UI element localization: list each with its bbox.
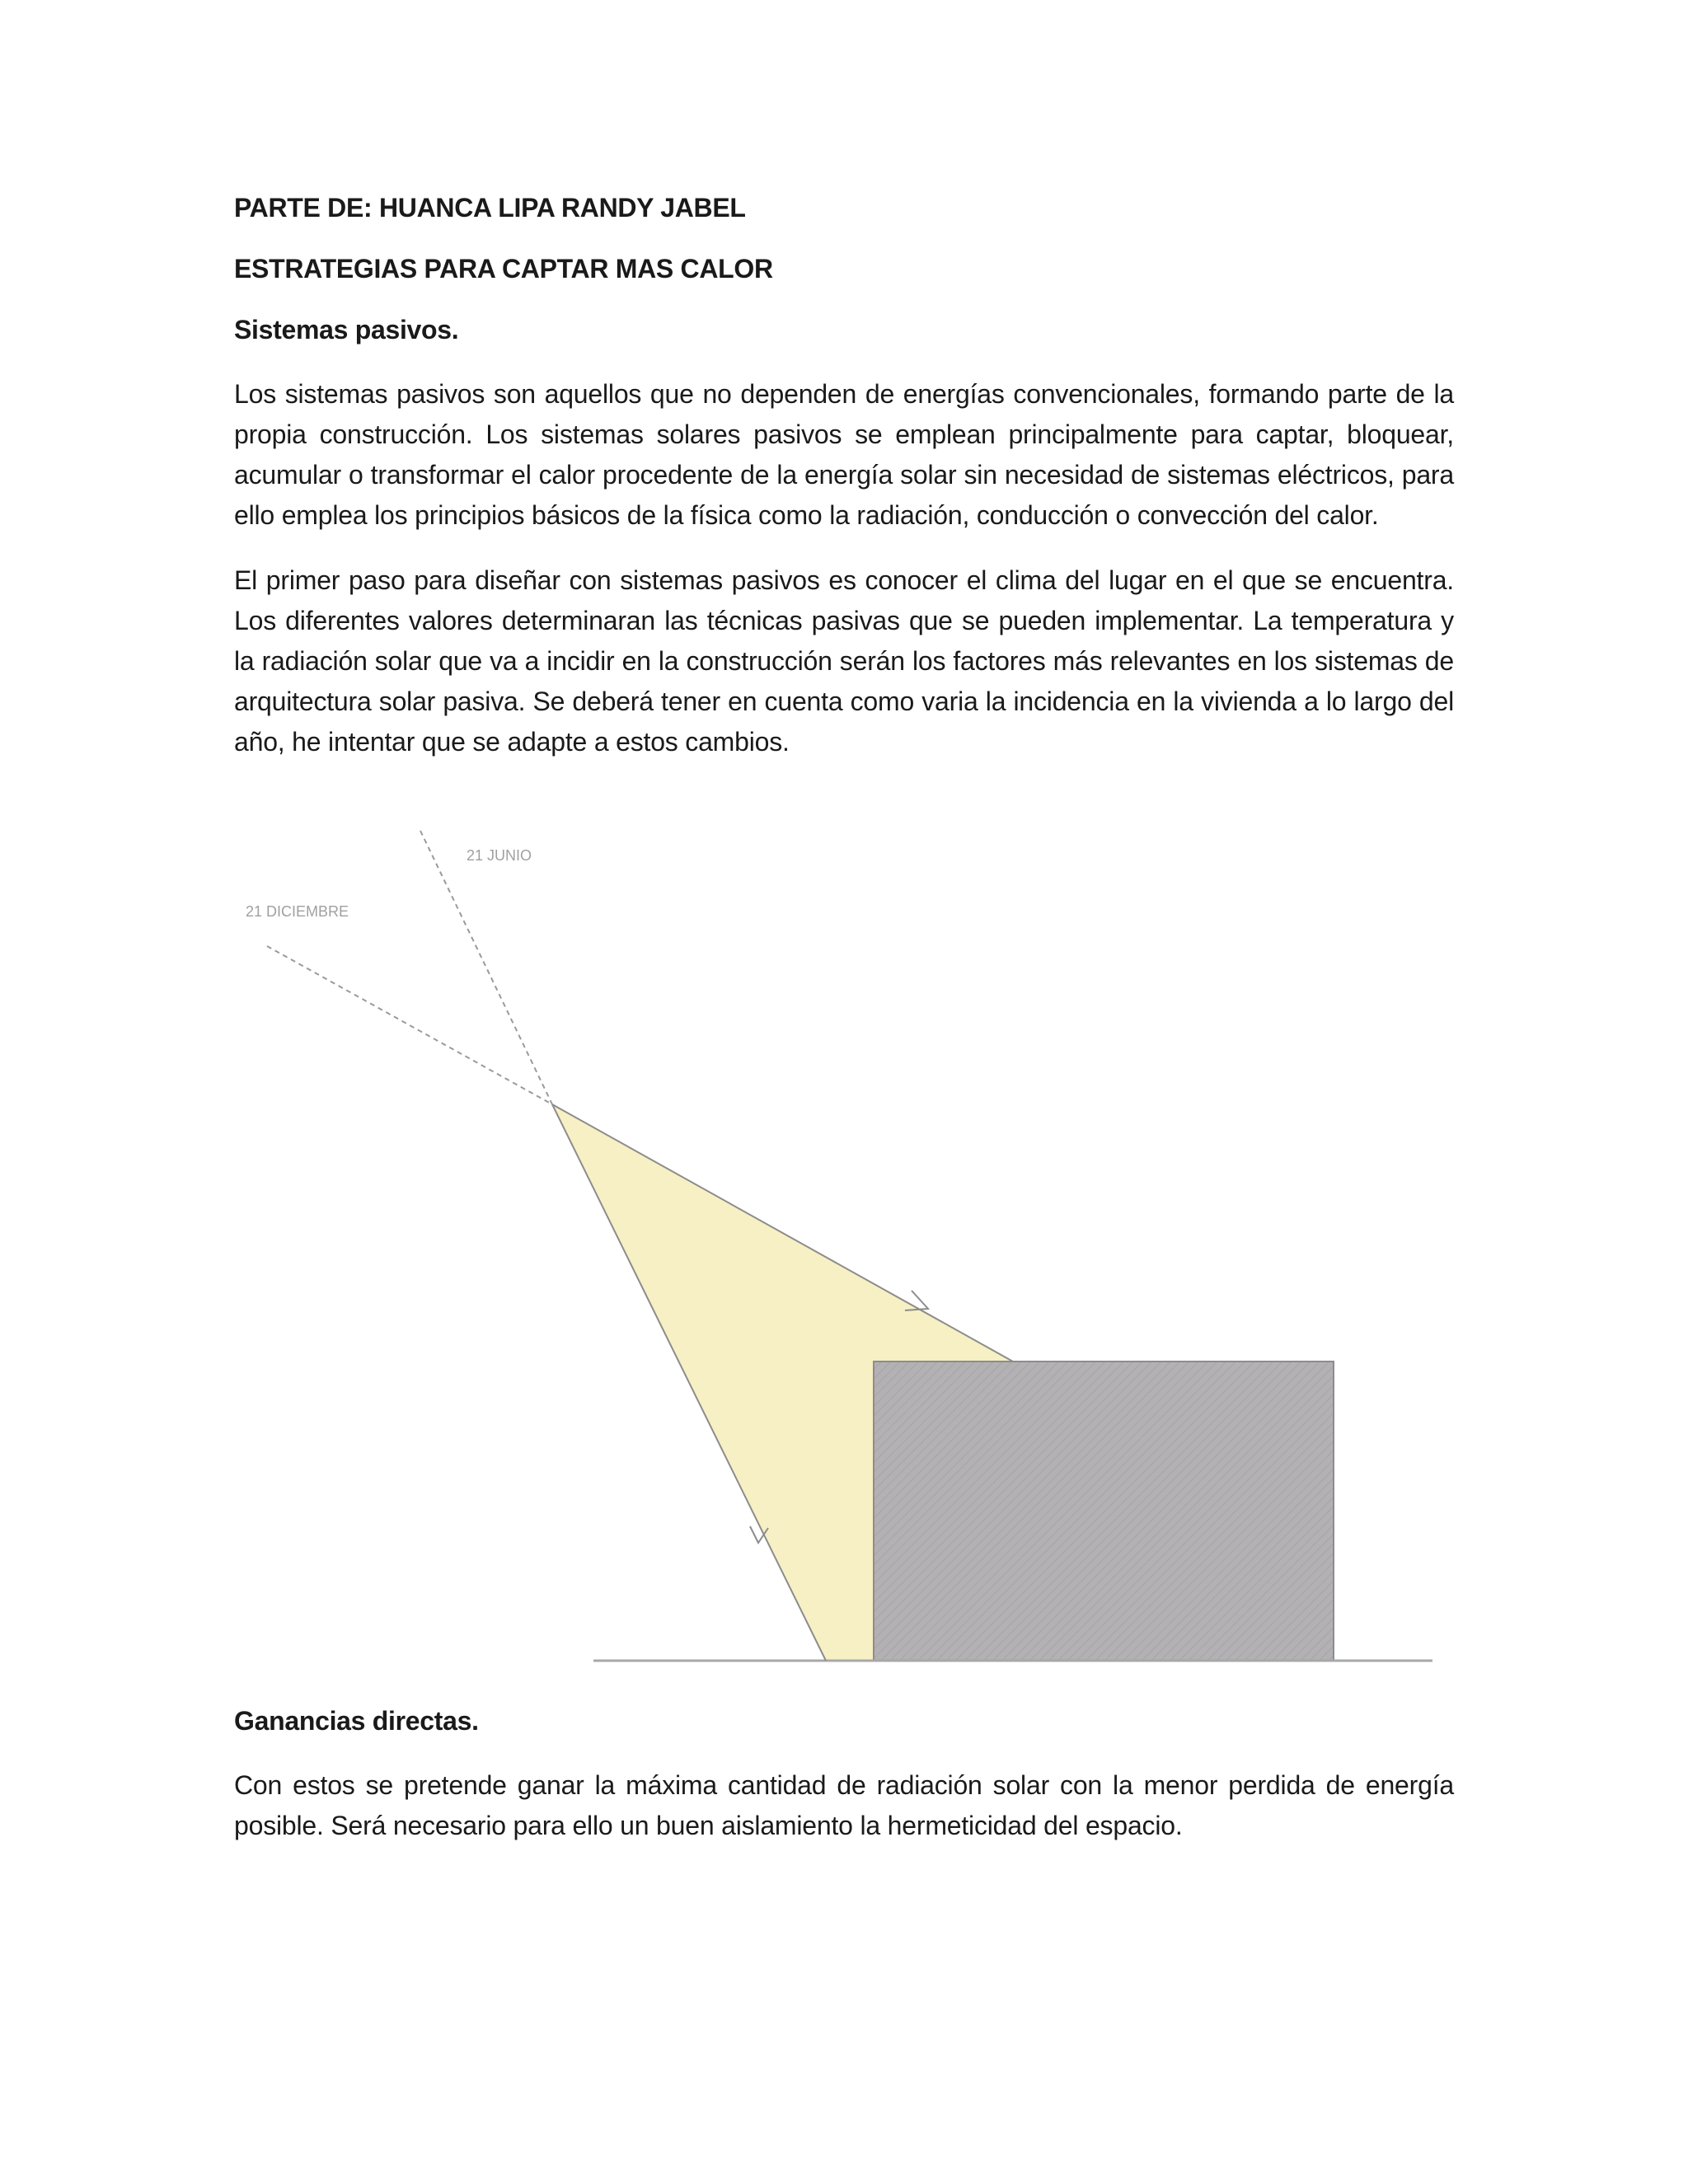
solar-angle-diagram [234, 824, 1454, 1681]
june-sun-ray-dashed [420, 831, 552, 1104]
section-heading-sistemas-pasivos: Sistemas pasivos. [234, 315, 459, 344]
paragraph-ganancias-directas: Con estos se pretende ganar la máxima cantidad de radiación solar con la menor perdida de energía posible. Será necesario para ello un buen aislamiento la hermeticidad del espacio. [234, 1770, 1454, 1840]
label-21-junio: 21 JUNIO [467, 847, 532, 864]
section-heading-ganancias-directas: Ganancias directas. [234, 1706, 479, 1736]
author-line: PARTE DE: HUANCA LIPA RANDY JABEL [234, 193, 746, 223]
ganancias-section [234, 1704, 1454, 1871]
label-21-diciembre: 21 DICIEMBRE [246, 903, 349, 920]
december-sun-ray-dashed [267, 946, 552, 1104]
building-block [874, 1361, 1334, 1661]
paragraph-primer-paso: El primer paso para diseñar con sistemas pasivos es conocer el clima del lugar en el que se encuentra. Los diferentes valores determinaran las técnicas pasivas que se pueden implementar. La temperatura y la radiación solar que va a incidir en la construcción serán los factores más relevantes en los sistemas de arquitectura solar pasiva. Se deberá tener en cuenta como varia la incidencia en la vivienda a lo largo del año, he intentar que se adapte a estos cambios. [234, 565, 1454, 757]
paragraph-sistemas-pasivos: Los sistemas pasivos son aquellos que no dependen de energías convencionales, formando parte de la propia construcción. Los sistemas solares pasivos se emplean principalmente para captar, bloquear, acumular o transformar el calor procedente de la energía solar sin necesidad de sistemas eléctricos, para ello emplea los principios básicos de la física como la radiación, conducción o convección del calor. [234, 379, 1454, 530]
document-title: ESTRATEGIAS PARA CAPTAR MAS CALOR [234, 254, 773, 284]
document-body [234, 191, 1454, 787]
